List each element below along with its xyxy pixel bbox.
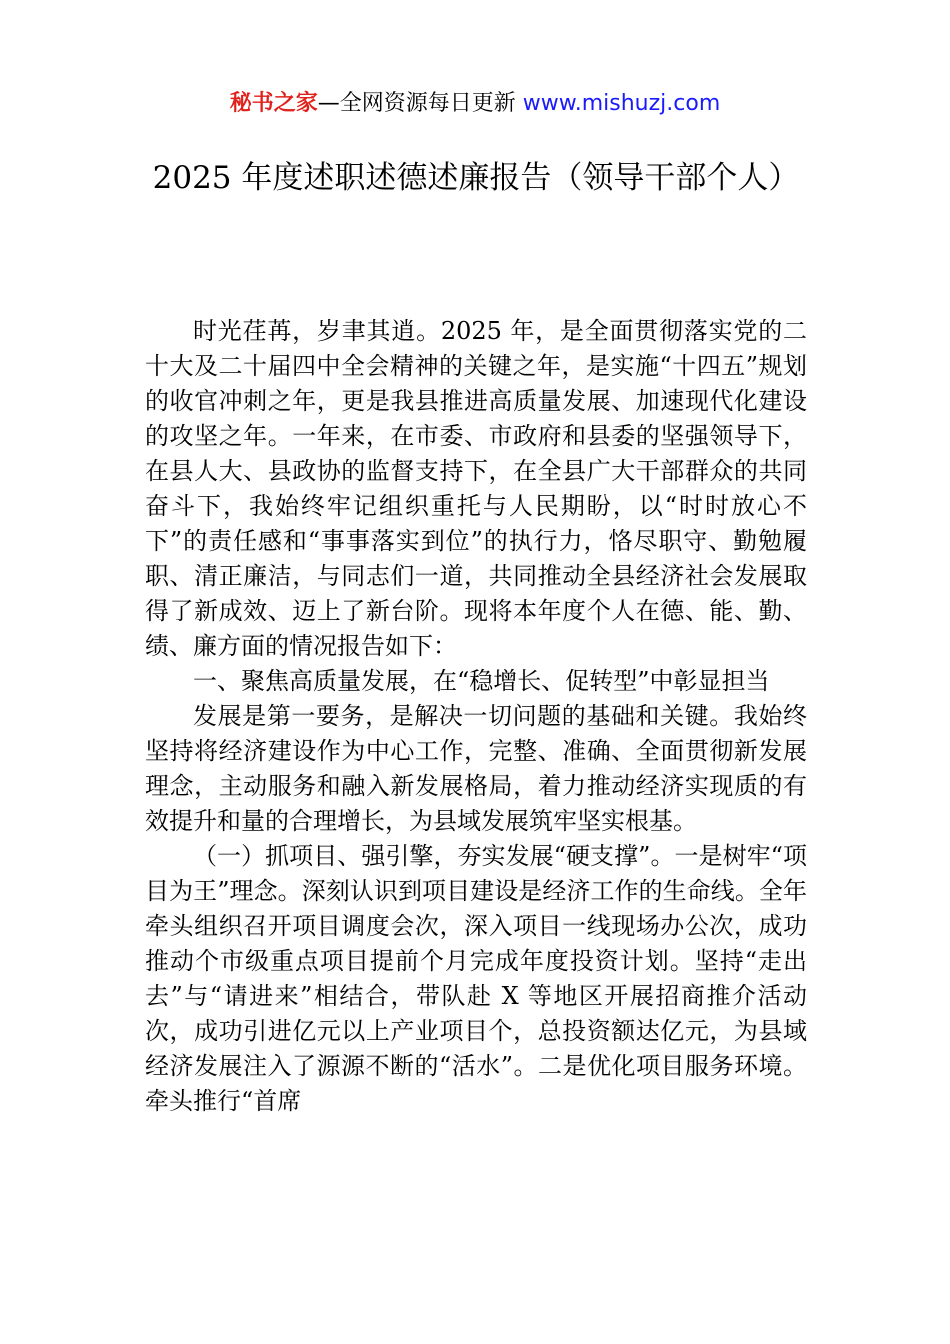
document-body — [145, 314, 807, 1119]
paragraph-subsection-1: （一）抓项目、强引擎，夯实发展“硬支撑”。一是树牢“项目为王”理念。深刻认识到项目建设是经济工作的生命线。全年牵头组织召开项目调度会次，深入项目一线现场办公次，成功推动个市级重点项目提前个月完成年度投资计划。坚持“走出去”与“请进来”相结合，带队赴 X 等地区开展招商推介活动次，成功引进亿元以上产业项目个，总投资额达亿元，为县域经济发展注入了源源不断的“活水”。二是优化项目服务环境。牵头推行“首席 — [145, 842, 807, 1115]
paragraph-intro: 时光荏苒，岁聿其逍。2025 年，是全面贯彻落实党的二十大及二十届四中全会精神的关键之年，是实施“十四五”规划的收官冲刺之年，更是我县推进高质量发展、加速现代化建设的攻坚之年。一年来，在市委、市政府和县委的坚强领导下，在县人大、县政协的监督支持下，在全县广大干部群众的共同奋斗下，我始终牢记组织重托与人民期盼，以“时时放心不下”的责任感和“事事落实到位”的执行力，恪尽职守、勤勉履职、清正廉洁，与同志们一道，共同推动全县经济社会发展取得了新成效、迈上了新台阶。现将本年度个人在德、能、勤、绩、廉方面的情况报告如下： — [145, 317, 807, 660]
document-title: 2025 年度述职述德述廉报告（领导干部个人） — [152, 160, 800, 196]
site-header — [0, 88, 950, 120]
site-url-link[interactable]: www.mishuzj.com — [522, 91, 721, 116]
site-tagline: —全网资源每日更新 — [317, 91, 516, 116]
paragraph-section-1: 发展是第一要务，是解决一切问题的基础和关键。我始终坚持将经济建设作为中心工作，完整、准确、全面贯彻新发展理念，主动服务和融入新发展格局，着力推动经济实现质的有效提升和量的合理增长，为县域发展筑牢坚实根基。 — [145, 702, 807, 835]
site-brand: 秘书之家 — [229, 91, 318, 116]
section-heading-1: 一、聚焦高质量发展，在“稳增长、促转型”中彰显担当 — [193, 667, 770, 695]
